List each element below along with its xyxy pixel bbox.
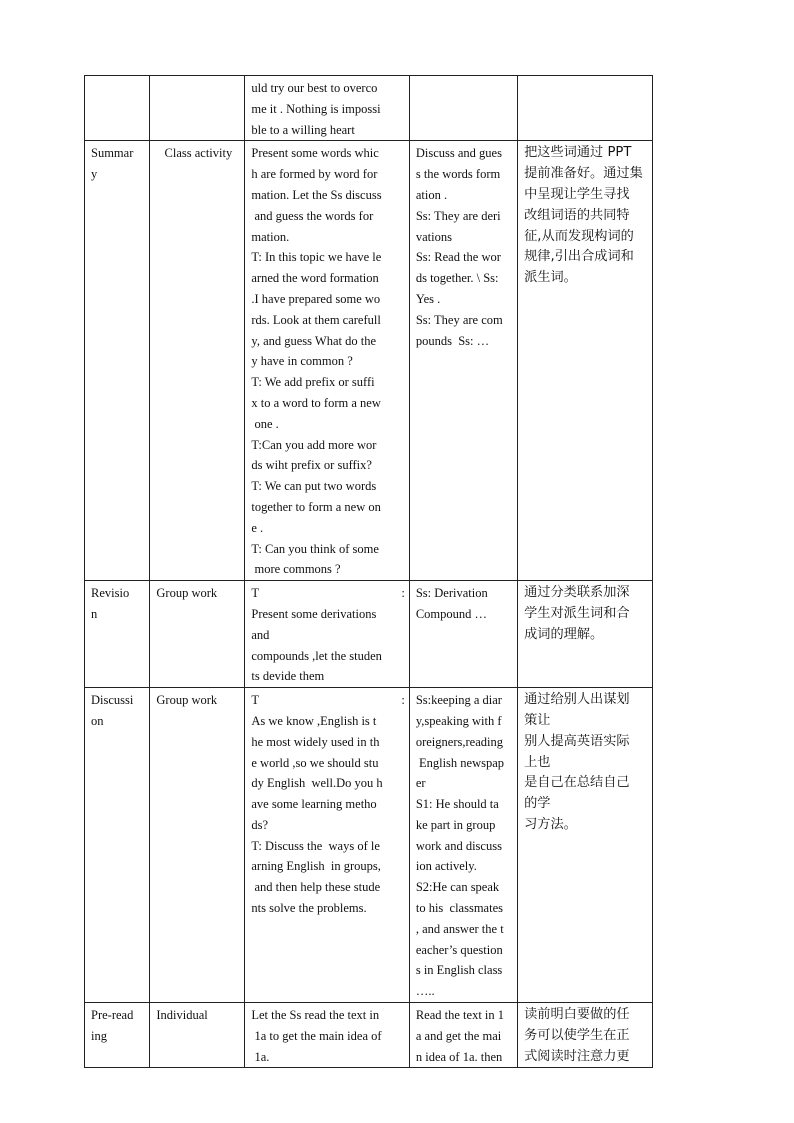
- teacher-label: T: [251, 586, 260, 601]
- stage-cell: Summar y: [85, 141, 150, 581]
- purpose-cell: 读前明白要做的任 务可以使学生在正 式阅读时注意力更: [518, 1003, 653, 1068]
- purpose-cell: [518, 76, 653, 141]
- teacher-activity-text: As we know ,English is t he most widely used in th e world ,so we should stu dy English well.Do you h ave some learning metho ds? T: Discuss the ways of le arning English in groups, and then help these stude nts solve the problems.: [251, 713, 383, 916]
- table-row: [85, 141, 653, 581]
- student-activity-cell: Ss:keeping a diar y,speaking with f oreigners,reading English newspap er S1: He should ta ke part in group work and discuss ion actively. S2:He can speak to his classmates , and answer the t eacher’s question s in English class …..: [409, 688, 517, 1003]
- form-cell: Group work: [150, 688, 245, 1003]
- form-cell: Group work: [150, 581, 245, 688]
- teacher-activity-cell: [245, 581, 409, 688]
- stage-cell: Discussi on: [85, 688, 150, 1003]
- stage-cell: Revisio n: [85, 581, 150, 688]
- purpose-cell: 通过分类联系加深 学生对派生词和合 成词的理解。: [518, 581, 653, 688]
- form-cell: Individual: [150, 1003, 245, 1068]
- form-cell: [150, 76, 245, 141]
- teacher-activity-cell: uld try our best to overco me it . Nothing is impossi ble to a willing heart: [245, 76, 409, 141]
- lesson-plan-table: [84, 75, 653, 1068]
- teacher-label-line: [251, 690, 404, 711]
- student-activity-cell: [409, 76, 517, 141]
- teacher-activity-cell: Let the Ss read the text in 1a to get the main idea of 1a.: [245, 1003, 409, 1068]
- teacher-label-line: [251, 583, 404, 604]
- teacher-activity-text: Present some derivations and compounds ,let the studen ts devide them: [251, 606, 382, 684]
- purpose-cell: 通过给别人出谋划 策让 别人提高英语实际 上也 是自己在总结自己 的学 习方法。: [518, 688, 653, 1003]
- table-row: [85, 581, 653, 688]
- stage-cell: Pre-read ing: [85, 1003, 150, 1068]
- student-activity-cell: Read the text in 1 a and get the mai n idea of 1a. then: [409, 1003, 517, 1068]
- form-cell: Class activity: [150, 141, 245, 581]
- student-activity-cell: Discuss and gues s the words form ation . Ss: They are deri vations Ss: Read the wor ds together. \ Ss: Yes . Ss: They are com pounds Ss: …: [409, 141, 517, 581]
- student-activity-cell: Ss: Derivation Compound …: [409, 581, 517, 688]
- table-row: [85, 1003, 653, 1068]
- teacher-label-colon: :: [401, 586, 405, 601]
- table-row: [85, 688, 653, 1003]
- teacher-label: T: [251, 693, 260, 708]
- teacher-label-colon: :: [401, 693, 405, 708]
- stage-cell: [85, 76, 150, 141]
- teacher-activity-cell: [245, 688, 409, 1003]
- teacher-activity-cell: Present some words whic h are formed by word for mation. Let the Ss discuss and guess the words for mation. T: In this topic we have le arned the word formation .I have prepared some wo rds. Look at them carefull y, and guess What do the y have in common ? T: We add prefix or suffi x to a word to form a new one . T:Can you add more wor ds wiht prefix or suffix? T: We can put two words together to form a new on e . T: Can you think of some more commons ?: [245, 141, 409, 581]
- purpose-cell: 把这些词通过 PPT 提前准备好。通过集 中呈现让学生寻找 改组词语的共同特 征,从而发现构词的 规律,引出合成词和 派生词。: [518, 141, 653, 581]
- table-row: [85, 76, 653, 141]
